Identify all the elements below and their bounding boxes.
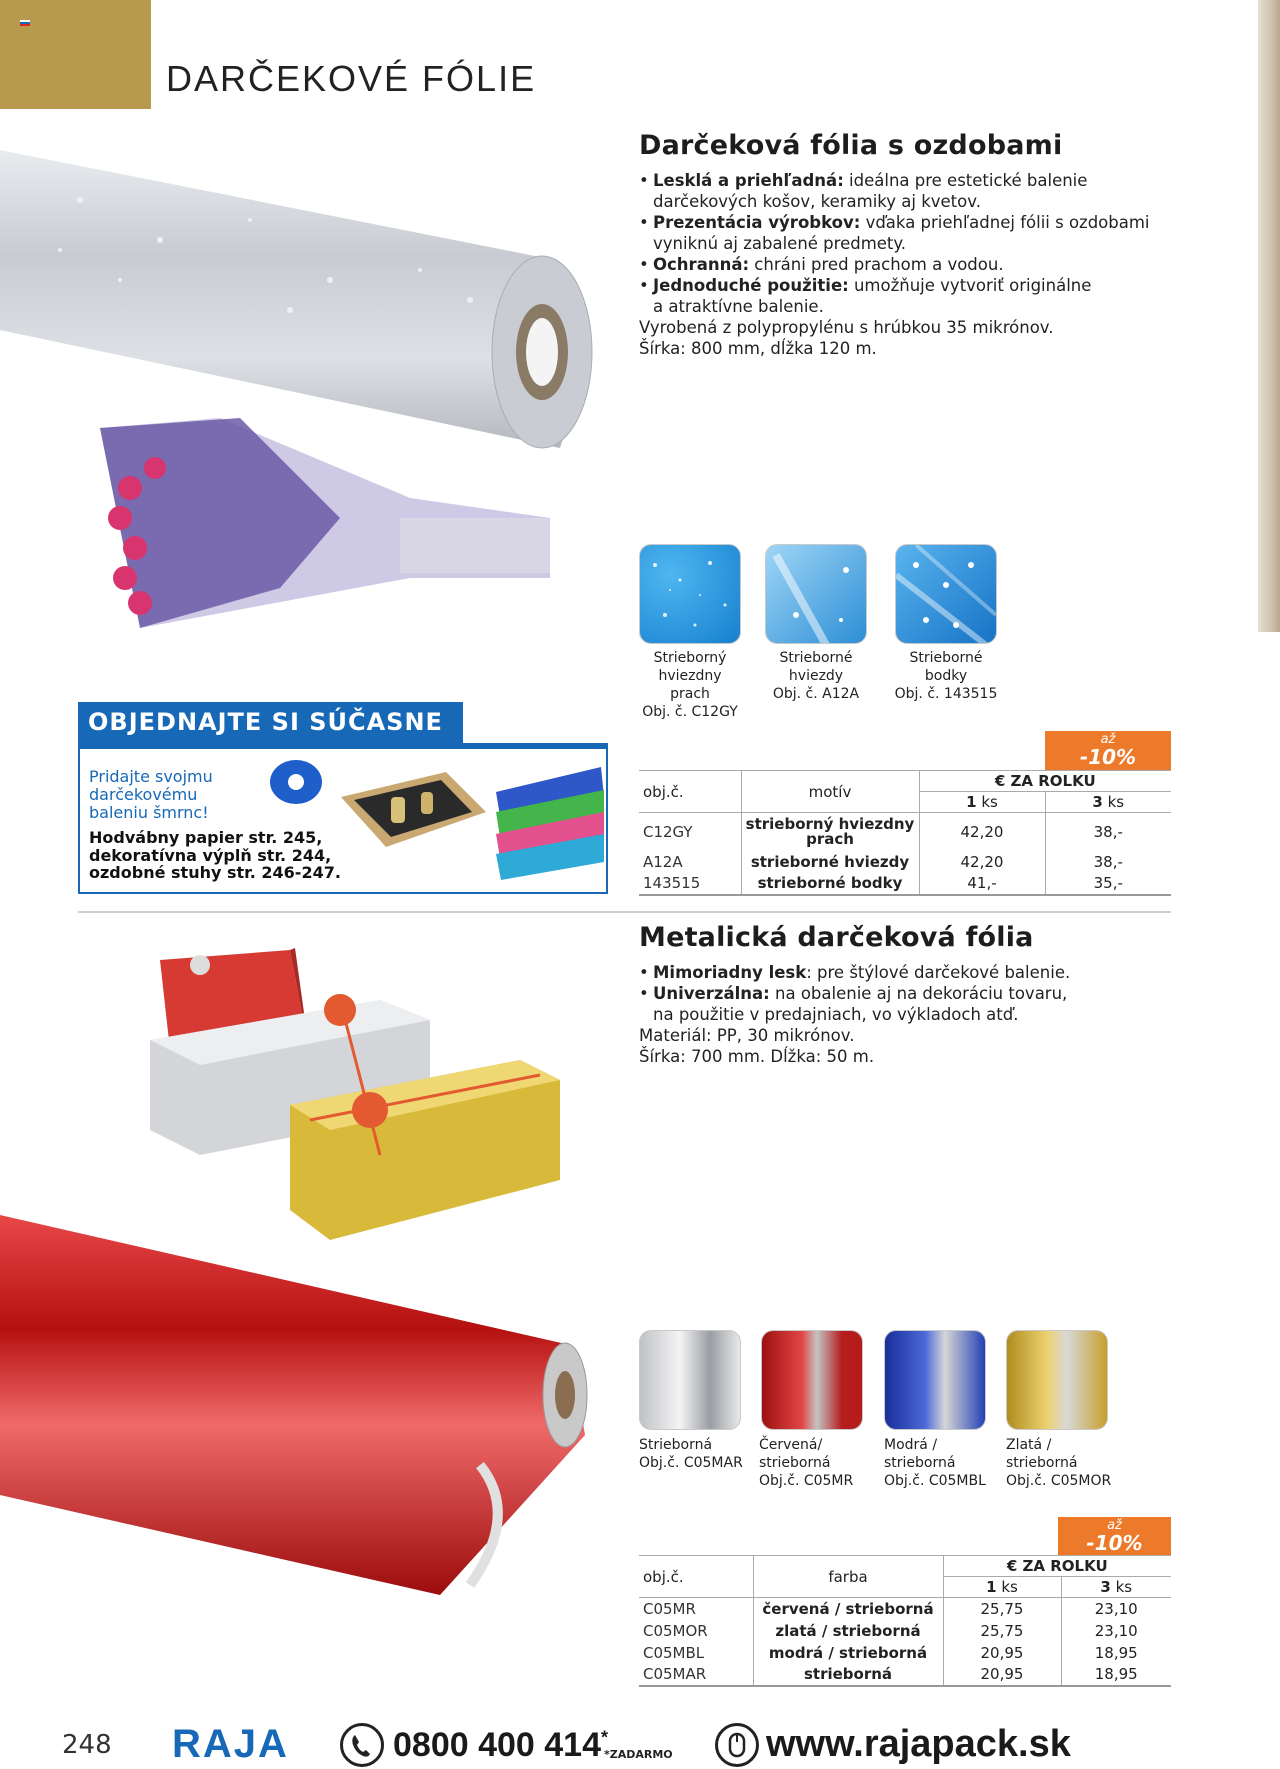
bullet-item: • Jednoduché použitie: umožňuje vytvoriť originálne a atraktívne balenie. — [639, 275, 1179, 317]
swatch-caption: Červená/ strieborná Obj.č. C05MR — [759, 1437, 854, 1489]
col-header-price: € ZA ROLKU — [943, 1556, 1171, 1577]
swatch-caption: Strieborné hviezdy Obj. č. A12A — [772, 650, 860, 702]
bullet-item: • Univerzálna: na obalenie aj na dekoráciu tovaru, na použitie v predajniach, vo výkladoch atď. — [639, 983, 1179, 1025]
header-gold-tab — [0, 0, 151, 109]
table-row: 143515 strieborné bodky 41,- 35,- — [639, 873, 1171, 895]
red-metallic-roll-image — [0, 1215, 600, 1595]
col-header-code: obj.č. — [639, 1556, 753, 1598]
section1-title: Darčeková fólia s ozdobami — [639, 130, 1063, 161]
price-table-2 — [639, 1555, 1171, 1687]
table-row: C05MAR strieborná 20,95 18,95 — [639, 1664, 1171, 1686]
discount-badge: až -10% — [1058, 1517, 1171, 1555]
col-header-qty1: 1 ks — [919, 792, 1045, 813]
col-header-qty1: 1 ks — [943, 1577, 1061, 1598]
size-note: Šírka: 700 mm. Dĺžka: 50 m. — [639, 1047, 875, 1066]
section-divider — [78, 911, 1171, 913]
bullet-item: • Lesklá a priehľadná: ideálna pre estetické balenie darčekových košov, keramiky aj kvetov. — [639, 170, 1179, 212]
swatch-silver-dots — [895, 544, 997, 644]
col-header-color: farba — [753, 1556, 943, 1598]
size-note: Šírka: 800 mm, dĺžka 120 m. — [639, 339, 877, 358]
table-row: C05MR červená / strieborná 25,75 23,10 — [639, 1598, 1171, 1620]
bullet-item: • Mimoriadny lesk: pre štýlové darčekové balenie. — [639, 962, 1179, 983]
page-title: DARČEKOVÉ FÓLIE — [166, 58, 537, 99]
swatch-caption: Strieborný hviezdny prach Obj. č. C12GY — [642, 650, 738, 720]
promo-crosslinks: Hodvábny papier str. 245, dekoratívna výplň str. 244, ozdobné stuhy str. 246-247. — [89, 828, 341, 882]
swatch-red-silver — [761, 1330, 863, 1430]
bouquet-image — [80, 408, 580, 638]
phone-icon — [340, 1723, 384, 1767]
promo-products-image — [246, 752, 604, 882]
swatch-caption: Strieborná Obj.č. C05MAR — [639, 1437, 743, 1471]
table-row: C05MBL modrá / strieborná 20,95 18,95 — [639, 1642, 1171, 1664]
price-table-1 — [639, 770, 1171, 896]
col-header-code: obj.č. — [639, 771, 741, 813]
phone-note: *ZADARMO — [604, 1748, 673, 1761]
col-header-qty3: 3 ks — [1092, 793, 1125, 811]
swatch-blue-silver — [884, 1330, 986, 1430]
phone-number[interactable]: 0800 400 414* — [393, 1726, 608, 1764]
swatch-silver-stars — [765, 544, 867, 644]
col-header-price: € ZA ROLKU — [919, 771, 1171, 792]
bullet-item: • Ochranná: chráni pred prachom a vodou. — [639, 254, 1179, 275]
website-link[interactable]: www.rajapack.sk — [766, 1723, 1071, 1765]
mouse-icon — [715, 1723, 759, 1767]
col-header-motif: motív — [741, 771, 919, 813]
section2-title: Metalická darčeková fólia — [639, 922, 1034, 953]
swatch-caption: Strieborné bodky Obj. č. 143515 — [894, 650, 998, 702]
side-photo-strip — [1258, 0, 1280, 632]
swatch-silver — [639, 1330, 741, 1430]
promo-title: OBJEDNAJTE SI SÚČASNE — [78, 702, 463, 743]
gift-boxes-image — [140, 940, 580, 1260]
section1-bullets — [639, 170, 1179, 359]
discount-badge: až -10% — [1045, 731, 1171, 770]
table-row: A12A strieborné hviezdy 42,20 38,- — [639, 851, 1171, 873]
swatch-caption: Modrá / strieborná Obj.č. C05MBL — [884, 1437, 986, 1489]
material-note: Vyrobená z polypropylénu s hrúbkou 35 mikrónov. — [639, 318, 1054, 337]
table-row: C12GY strieborný hviezdny prach 42,20 38,- — [639, 813, 1171, 851]
flag-icon — [20, 20, 30, 27]
brand-logo: RAJA — [172, 1722, 289, 1766]
section2-bullets — [639, 962, 1179, 1067]
swatch-gold-silver — [1006, 1330, 1108, 1430]
material-note: Materiál: PP, 30 mikrónov. — [639, 1026, 855, 1045]
swatch-caption: Zlatá / strieborná Obj.č. C05MOR — [1006, 1437, 1112, 1489]
table-row: C05MOR zlatá / strieborná 25,75 23,10 — [639, 1620, 1171, 1642]
promo-tagline: Pridajte svojmu darčekovému baleniu šmrnc! — [89, 767, 213, 822]
bullet-item: • Prezentácia výrobkov: vďaka priehľadnej fólii s ozdobami vyniknú aj zabalené predmety. — [639, 212, 1179, 254]
swatch-star-dust — [639, 544, 741, 644]
col-header-qty3: 3 ks — [1100, 1578, 1133, 1596]
page-number: 248 — [62, 1730, 112, 1760]
